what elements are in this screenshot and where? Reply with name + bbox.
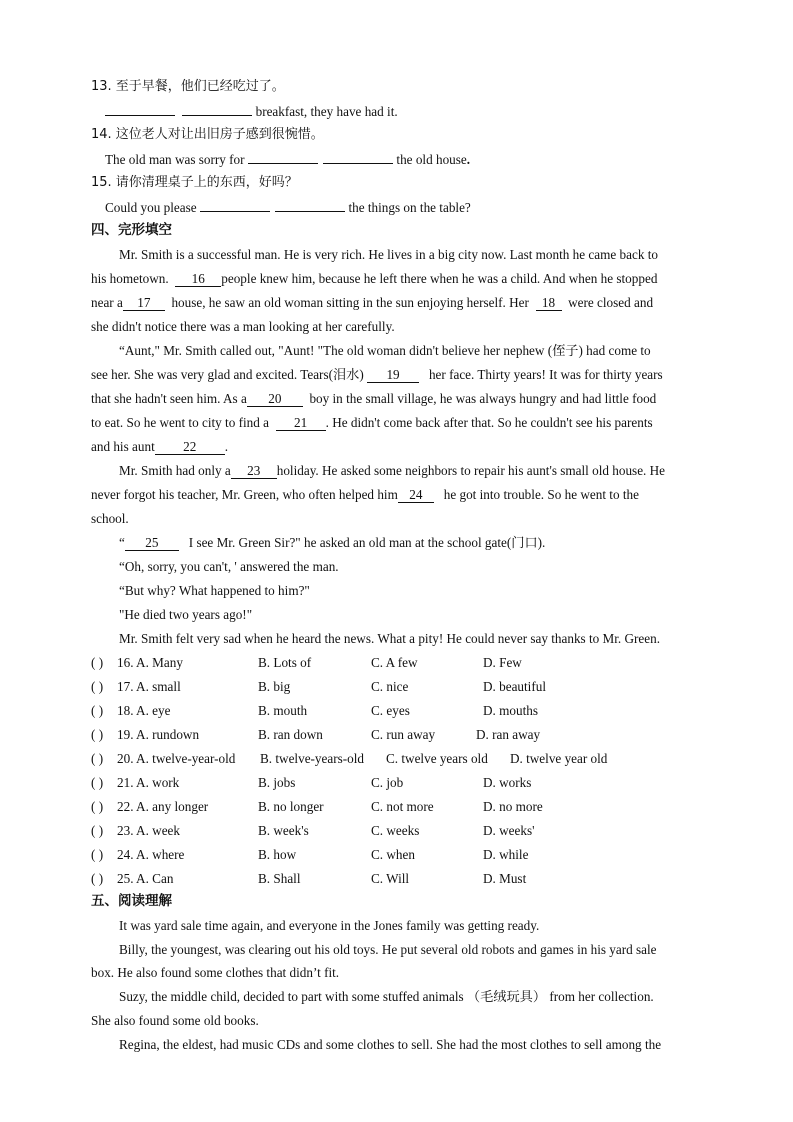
option-a: 21. A. work [117, 775, 180, 790]
option-a: 17. A. small [117, 679, 181, 694]
answer-paren[interactable]: ( ) [91, 847, 104, 862]
option-b: B. week's [258, 823, 309, 838]
cloze-text-line: she didn't notice there was a man looking at her carefully. [91, 319, 395, 334]
sentence-text: the things on the table? [348, 200, 471, 215]
reading-text-line: Suzy, the middle child, decided to part with some stuffed animals （毛绒玩具） from her collection. [119, 989, 654, 1004]
cloze-blank-17[interactable]: 17 [123, 295, 165, 311]
answer-blank[interactable] [275, 198, 345, 212]
answer-blank[interactable] [200, 198, 270, 212]
sentence-text: The old man was sorry for [105, 152, 245, 167]
cloze-text-line: Mr. Smith felt very sad when he heard the news. What a pity! He could never say thanks to Mr. Green. [119, 631, 661, 646]
answer-paren[interactable]: ( ) [91, 727, 104, 742]
option-c: C. weeks [371, 823, 420, 838]
cloze-text-line: near a 17 house, he saw an old woman sitting in the sun enjoying herself. Her 18 were closed and [91, 295, 654, 310]
cloze-text-line: see her. She was very glad and excited. Tears(泪水) 19 her face. Thirty years! It was for thirty years [91, 367, 663, 382]
cloze-text-line: Mr. Smith is a successful man. He is very rich. He lives in a big city now. Last month he came back to [119, 247, 658, 262]
option-d: D. Few [483, 655, 522, 670]
cloze-blank-23[interactable]: 23 [231, 463, 277, 479]
cloze-text-line: “But why? What happened to him?" [119, 583, 310, 598]
option-b: B. big [258, 679, 291, 694]
cloze-blank-24[interactable]: 24 [398, 487, 434, 503]
section-heading-reading: 五、阅读理解 [91, 893, 172, 909]
option-b: B. Lots of [258, 655, 312, 670]
sentence-text: the old house [396, 152, 467, 167]
reading-text-line: Regina, the eldest, had music CDs and some clothes to sell. She had the most clothes to sell among the [119, 1037, 662, 1052]
option-c: C. eyes [371, 703, 410, 718]
cloze-blank-19[interactable]: 19 [367, 367, 419, 383]
cloze-text-line: school. [91, 511, 129, 526]
answer-paren[interactable]: ( ) [91, 775, 104, 790]
option-a: 24. A. where [117, 847, 185, 862]
answer-blank[interactable] [323, 150, 393, 164]
answer-paren[interactable]: ( ) [91, 655, 104, 670]
cloze-text-line: Mr. Smith had only a 23 holiday. He asked some neighbors to repair his aunt's small old house. He [119, 463, 666, 478]
cloze-text-line: that she hadn't seen him. As a 20 boy in the small village, he was always hungry and had little food [91, 391, 657, 406]
answer-blank[interactable] [182, 102, 252, 116]
question-15-chinese: 15. 请你清理桌子上的东西，好吗？ [91, 175, 298, 190]
answer-paren[interactable]: ( ) [91, 823, 104, 838]
option-d: D. Must [483, 871, 527, 886]
reading-text-line: She also found some old books. [91, 1013, 259, 1028]
answer-paren[interactable]: ( ) [91, 871, 104, 886]
option-a: 16. A. Many [117, 655, 183, 670]
answer-paren[interactable]: ( ) [91, 703, 104, 718]
reading-text-line: Billy, the youngest, was clearing out his old toys. He put several old robots and games in his yard sale [119, 942, 657, 957]
option-a: 22. A. any longer [117, 799, 209, 814]
cloze-text-line: his hometown. 16 people knew him, because he left there when he was a child. And when he stopped [91, 271, 658, 286]
answer-paren[interactable]: ( ) [91, 799, 104, 814]
cloze-blank-21[interactable]: 21 [276, 415, 326, 431]
question-13-chinese: 13. 至于早餐，他们已经吃过了。 [91, 79, 285, 94]
answer-blank[interactable] [105, 102, 175, 116]
option-b: B. twelve-years-old [260, 751, 364, 766]
option-a: 20. A. twelve-year-old [117, 751, 236, 766]
sentence-text: Could you please [105, 200, 197, 215]
answer-paren[interactable]: ( ) [91, 679, 104, 694]
option-b: B. Shall [258, 871, 301, 886]
option-a: 23. A. week [117, 823, 180, 838]
option-d: D. beautiful [483, 679, 546, 694]
option-b: B. how [258, 847, 297, 862]
cloze-blank-22[interactable]: 22 [155, 439, 225, 455]
option-c: C. when [371, 847, 415, 862]
answer-paren[interactable]: ( ) [91, 751, 104, 766]
question-13-english [105, 102, 398, 121]
option-d: D. twelve year old [510, 751, 608, 766]
option-d: D. while [483, 847, 529, 862]
option-c: C. job [371, 775, 404, 790]
option-a: 19. A. rundown [117, 727, 200, 742]
question-14-english: The old man was sorry for the old house. [105, 152, 471, 167]
option-b: B. mouth [258, 703, 308, 718]
question-14-chinese: 14. 这位老人对让出旧房子感到很惋惜。 [91, 127, 324, 142]
cloze-blank-16[interactable]: 16 [175, 271, 221, 287]
sentence-text: breakfast, they have had it. [255, 104, 398, 119]
option-c: C. run away [371, 727, 436, 742]
option-d: D. weeks' [483, 823, 535, 838]
option-b: B. ran down [258, 727, 323, 742]
option-d: D. works [483, 775, 532, 790]
question-15-english [105, 198, 471, 217]
cloze-text-line: “Oh, sorry, you can't, ' answered the man. [119, 559, 339, 574]
option-d: D. ran away [476, 727, 541, 742]
cloze-text-line: never forgot his teacher, Mr. Green, who often helped him 24 he got into trouble. So he went to the [91, 487, 639, 502]
reading-text-line: It was yard sale time again, and everyone in the Jones family was getting ready. [119, 918, 540, 933]
answer-blank[interactable] [248, 150, 318, 164]
option-b: B. no longer [258, 799, 324, 814]
cloze-text-line: “ 25 I see Mr. Green Sir?" he asked an old man at the school gate(门口). [119, 535, 546, 550]
option-b: B. jobs [258, 775, 296, 790]
cloze-blank-25[interactable]: 25 [125, 535, 179, 551]
option-c: C. Will [371, 871, 410, 886]
option-d: D. mouths [483, 703, 538, 718]
option-a: 18. A. eye [117, 703, 171, 718]
cloze-text-line: "He died two years ago!" [119, 607, 253, 622]
section-heading-cloze: 四、完形填空 [91, 222, 172, 238]
cloze-text-line: “Aunt," Mr. Smith called out, "Aunt! "The old woman didn't believe her nephew (侄子) had come to [119, 343, 651, 358]
option-d: D. no more [483, 799, 543, 814]
option-c: C. twelve years old [386, 751, 488, 766]
cloze-blank-20[interactable]: 20 [247, 391, 303, 407]
cloze-text-line: and his aunt 22 . [91, 439, 229, 454]
option-c: C. not more [371, 799, 434, 814]
cloze-blank-18[interactable]: 18 [536, 295, 562, 311]
option-a: 25. A. Can [117, 871, 174, 886]
reading-text-line: box. He also found some clothes that didn’t fit. [91, 965, 340, 980]
option-c: C. nice [371, 679, 409, 694]
option-c: C. A few [371, 655, 418, 670]
cloze-text-line: to eat. So he went to city to find a 21 . He didn't come back after that. So he couldn't see his parents [91, 415, 653, 430]
